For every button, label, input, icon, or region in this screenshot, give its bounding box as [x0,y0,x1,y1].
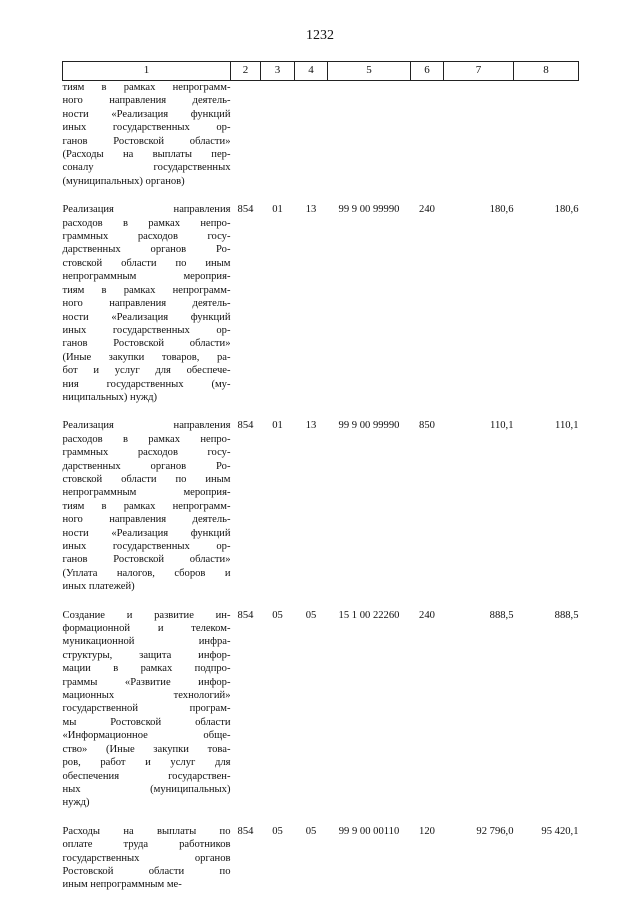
description-line: мации в рамках подпро- [62,663,231,675]
section-code-cell: 05 [272,609,283,621]
row-spacer [63,810,579,825]
description-line: граммных расходов госу- [62,231,231,243]
description-line: стовской области по иным [62,257,231,269]
spacer-cell [63,810,579,825]
description-line: Реализация направления [62,204,231,216]
description-line: структуры, защита инфор- [62,649,231,661]
description-line: ного направления деятель- [62,298,231,310]
amount-year1-cell: 110,1 [490,420,514,432]
description-line: иных платежей) [62,581,135,593]
description-line: Создание и развитие ин- [62,609,231,621]
target-article-cell: 99 9 00 00110 [338,825,400,837]
description-line: ганов Ростовской области» [62,135,231,147]
header-cell: 6 [411,62,444,81]
header-cell: 2 [231,62,261,81]
description-line: тиям в рамках непрограмм- [62,284,231,296]
expense-type-cell [411,81,444,189]
ministry-code-cell: 854 [237,825,254,837]
subsection-code-cell [295,81,328,189]
ministry-code-cell: 854 [237,609,254,621]
description-line: иных государственных ор- [62,324,231,336]
table-row [63,419,579,593]
header-cell: 4 [295,62,328,81]
spacer-cell [63,594,579,609]
row-spacer [63,594,579,609]
expense-type-cell: 120 [419,825,435,837]
header-cell: 1 [63,62,231,81]
description-line: ности «Реализация функций [62,527,231,539]
description-line: мационных технологий» [62,690,231,702]
description-line: (муниципальных) органов) [62,175,185,187]
description-line: ных (муниципальных) [62,783,231,795]
expense-description [63,203,231,404]
expense-description [63,419,231,593]
table-row [63,609,579,810]
target-article-cell [328,81,411,189]
description-line: Ростовской области по [62,865,231,877]
header-cell: 5 [328,62,411,81]
header-cell: 8 [514,62,579,81]
table-row [63,825,579,892]
amount-year1-cell: 180,6 [489,204,514,216]
description-line: «Информационное обще- [62,730,231,742]
description-line: дарственных органов Ро- [62,244,231,256]
description-line: государственной програм- [62,703,231,715]
description-line: муникационной инфра- [62,636,231,648]
description-line: государственных органов [62,852,231,864]
page-number: 1232 [306,28,334,43]
description-line: стовской области по иным [62,473,231,485]
amount-year2-cell: 95 420,1 [541,825,579,837]
description-line: Реализация направления [62,420,231,432]
amount-year2-cell: 180,6 [554,204,579,216]
description-line: соналу государственных [62,162,231,174]
description-line: мы Ростовской области [62,716,231,728]
description-line: Расходы на выплаты по [62,825,231,837]
subsection-code-cell: 13 [305,204,317,216]
section-code-cell: 01 [272,420,283,432]
amount-year2-cell: 110,1 [555,420,579,432]
section-code-cell: 01 [272,204,283,216]
subsection-code-cell: 05 [305,825,317,837]
description-line: ности «Реализация функций [62,108,231,120]
amount-year1-cell: 888,5 [489,609,514,621]
description-line: иных государственных ор- [62,122,231,134]
description-line: (Расходы на выплаты пер- [62,149,231,161]
description-line: ганов Ростовской области» [62,554,231,566]
subsection-code-cell: 13 [305,420,317,432]
ministry-code-cell: 854 [237,420,254,432]
section-code-cell [261,81,295,189]
description-line: ного направления деятель- [62,514,231,526]
description-line: непрограммным мероприя- [62,271,231,283]
description-line: тиям в рамках непрограмм- [62,82,231,93]
target-article-cell: 99 9 00 99990 [338,420,400,432]
description-line: обеспечения государствен- [62,770,231,782]
spacer-cell [63,188,579,203]
expense-description [63,825,231,892]
expense-description [63,81,231,189]
description-line: ство» (Иные закупки това- [62,743,231,755]
target-article-cell: 15 1 00 22260 [338,609,400,621]
subsection-code-cell: 05 [305,609,317,621]
description-line: формационной и телеком- [62,623,231,635]
table-row [63,81,579,189]
header-cell: 3 [261,62,295,81]
ministry-code-cell [231,81,261,189]
description-line: расходов в рамках непро- [62,433,231,445]
expense-type-cell: 850 [419,420,435,432]
description-line: ганов Ростовской области» [62,338,231,350]
spacer-cell [63,404,579,419]
description-line: ниципальных) нужд) [62,391,158,403]
table-row [63,203,579,404]
description-line: граммных расходов госу- [62,447,231,459]
amount-year1-cell: 92 796,0 [476,825,514,837]
header-row [63,62,579,81]
section-code-cell: 05 [272,825,283,837]
description-line: ния государственных (му- [62,378,231,390]
header-cell: 7 [444,62,514,81]
description-line: ров, работ и услуг для [62,757,231,769]
target-article-cell: 99 9 00 99990 [338,204,400,216]
description-line: бот и услуг для обеспече- [62,365,231,377]
row-spacer [63,404,579,419]
description-line: ного направления деятель- [62,95,231,107]
expense-type-cell: 240 [419,609,435,621]
description-line: расходов в рамках непро- [62,217,231,229]
description-line: (Уплата налогов, сборов и [62,567,231,579]
amount-year2-cell [514,81,579,189]
expense-type-cell: 240 [419,204,435,216]
amount-year2-cell: 888,5 [554,609,579,621]
description-line: нужд) [62,797,90,809]
budget-table [62,61,579,892]
description-line: иных государственных ор- [62,541,231,552]
description-line: оплате труда работников [62,839,231,851]
amount-year1-cell [444,81,514,189]
description-line: непрограммным мероприя- [62,487,231,499]
expense-description [63,609,231,810]
description-line: иным непрограммным ме- [62,879,182,891]
description-line: тиям в рамках непрограмм- [62,500,231,512]
description-line: граммы «Развитие инфор- [62,676,231,688]
row-spacer [63,188,579,203]
description-line: ности «Реализация функций [62,311,231,323]
ministry-code-cell: 854 [237,204,254,216]
description-line: дарственных органов Ро- [62,460,231,472]
description-line: (Иные закупки товаров, ра- [62,351,231,363]
